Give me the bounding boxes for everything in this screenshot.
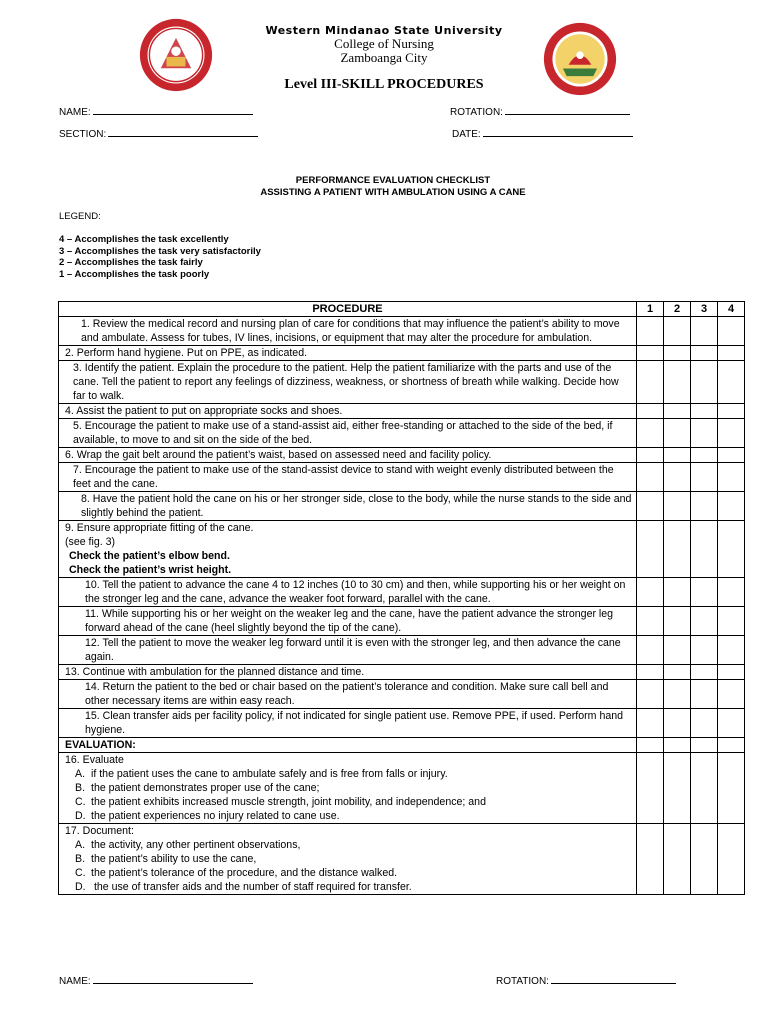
step-9-check-elbow: Check the patient’s elbow bend. (69, 550, 230, 562)
checklist-table (58, 301, 745, 895)
procedure-step-2: 2. Perform hand hygiene. Put on PPE, as indicated. (59, 346, 637, 361)
score-cell[interactable] (637, 824, 664, 895)
score-cell[interactable] (691, 317, 718, 346)
list-item: A. if the patient uses the cane to ambulate safely and is free from falls or injury. (75, 768, 448, 780)
rotation-line[interactable] (505, 105, 630, 115)
procedure-step-15: 15. Clean transfer aids per facility policy, if not indicated for single patient use. Remove PPE, if used. Perform hand hygiene. (59, 709, 637, 738)
score-header-1: 1 (637, 302, 664, 317)
score-cell[interactable] (637, 665, 664, 680)
score-cell[interactable] (691, 665, 718, 680)
score-cell[interactable] (718, 709, 745, 738)
table-row (59, 346, 745, 361)
score-cell[interactable] (718, 448, 745, 463)
college-name: College of Nursing (334, 36, 434, 51)
score-cell[interactable] (664, 680, 691, 709)
name-line[interactable] (93, 105, 253, 115)
document-title: 17. Document: (65, 825, 134, 837)
score-cell[interactable] (691, 578, 718, 607)
table-row (59, 419, 745, 448)
table-row (59, 492, 745, 521)
score-cell[interactable] (718, 680, 745, 709)
table-row (59, 521, 745, 578)
score-cell (637, 738, 664, 753)
procedure-step-9 (59, 521, 637, 578)
step-9-text: 9. Ensure appropriate fitting of the cane. (65, 522, 254, 534)
rotation-label: ROTATION: (450, 107, 503, 118)
table-row (59, 607, 745, 636)
score-cell[interactable] (691, 404, 718, 419)
procedure-step-7: 7. Encourage the patient to make use of the stand-assist device to stand with weight evenly distributed between the feet and the cane. (59, 463, 637, 492)
footer-rotation-line[interactable] (551, 974, 676, 984)
evaluate-title: 16. Evaluate (65, 754, 124, 766)
procedure-step-10: 10. Tell the patient to advance the cane 4 to 12 inches (10 to 30 cm) and then, while supporting his or her weight on the stronger leg and the cane, advance the weaker foot forward, parallel with the cane. (59, 578, 637, 607)
score-cell[interactable] (664, 521, 691, 578)
level-title: Level III-SKILL PROCEDURES (284, 77, 484, 92)
city-name: Zamboanga City (340, 50, 428, 65)
score-cell[interactable] (718, 346, 745, 361)
table-row (59, 824, 745, 895)
score-header-4: 4 (718, 302, 745, 317)
score-cell[interactable] (664, 317, 691, 346)
score-cell[interactable] (691, 824, 718, 895)
table-row (59, 680, 745, 709)
score-cell[interactable] (664, 463, 691, 492)
footer-name-label: NAME: (59, 976, 91, 987)
legend-heading: LEGEND: (59, 211, 101, 222)
score-cell[interactable] (691, 361, 718, 404)
list-item: A. the activity, any other pertinent observations, (75, 839, 301, 851)
footer-rotation-field (496, 974, 676, 987)
table-header-row (59, 302, 745, 317)
procedure-step-8: 8. Have the patient hold the cane on his or her stronger side, close to the body, while the nurse stands to the side and slightly behind the patient. (59, 492, 637, 521)
section-field (59, 127, 258, 140)
score-cell[interactable] (718, 521, 745, 578)
procedure-step-12: 12. Tell the patient to move the weaker leg forward until it is even with the stronger leg, and then advance the cane again. (59, 636, 637, 665)
score-cell[interactable] (637, 317, 664, 346)
score-cell (664, 738, 691, 753)
table-row (59, 753, 745, 824)
score-cell[interactable] (664, 607, 691, 636)
score-cell[interactable] (718, 665, 745, 680)
procedure-step-14: 14. Return the patient to the bed or chair based on the patient’s tolerance and condition. Make sure call bell and other necessary items are within easy reach. (59, 680, 637, 709)
score-cell[interactable] (637, 448, 664, 463)
evaluation-heading: EVALUATION: (59, 738, 637, 753)
score-cell[interactable] (718, 404, 745, 419)
university-name: Western Mindanao State University (265, 24, 503, 37)
step-9-figure-ref: (see fig. 3) (65, 536, 116, 548)
score-cell[interactable] (691, 492, 718, 521)
list-item: D. the use of transfer aids and the number of staff required for transfer. (75, 881, 412, 893)
score-header-3: 3 (691, 302, 718, 317)
score-cell[interactable] (637, 607, 664, 636)
score-cell[interactable] (691, 607, 718, 636)
score-cell[interactable] (664, 492, 691, 521)
score-cell[interactable] (664, 404, 691, 419)
score-cell[interactable] (691, 680, 718, 709)
score-cell[interactable] (718, 824, 745, 895)
score-cell[interactable] (637, 636, 664, 665)
score-cell[interactable] (637, 578, 664, 607)
footer-name-field (59, 974, 253, 987)
footer-rotation-label: ROTATION: (496, 976, 549, 987)
list-item: C. the patient’s tolerance of the procedure, and the distance walked. (75, 867, 398, 879)
date-line[interactable] (483, 127, 633, 137)
score-cell[interactable] (664, 824, 691, 895)
name-label: NAME: (59, 107, 91, 118)
score-cell (691, 738, 718, 753)
score-cell[interactable] (637, 709, 664, 738)
legend-item-2: 2 – Accomplishes the task fairly (59, 257, 203, 268)
legend-item-4: 4 – Accomplishes the task excellently (59, 234, 229, 245)
score-cell[interactable] (637, 361, 664, 404)
score-cell[interactable] (691, 521, 718, 578)
list-item: D. the patient experiences no injury related to cane use. (75, 810, 340, 822)
score-cell[interactable] (718, 607, 745, 636)
score-cell[interactable] (664, 636, 691, 665)
score-cell[interactable] (664, 346, 691, 361)
table-row (59, 636, 745, 665)
score-cell[interactable] (718, 578, 745, 607)
score-cell[interactable] (664, 448, 691, 463)
score-cell[interactable] (718, 419, 745, 448)
score-cell[interactable] (691, 346, 718, 361)
procedure-step-3: 3. Identify the patient. Explain the procedure to the patient. Help the patient familiarize with the parts and use of the cane. Tell the patient to report any feelings of dizziness, weakness, or shortness of breath while walking. Decide how far to walk. (59, 361, 637, 404)
score-cell[interactable] (637, 419, 664, 448)
procedure-step-13: 13. Continue with ambulation for the planned distance and time. (59, 665, 637, 680)
score-cell[interactable] (691, 753, 718, 824)
score-cell (718, 738, 745, 753)
evaluation-heading-row (59, 738, 745, 753)
score-cell[interactable] (718, 361, 745, 404)
list-item: B. the patient’s ability to use the cane, (75, 853, 257, 865)
list-item: B. the patient demonstrates proper use of the cane; (75, 782, 320, 794)
score-cell[interactable] (718, 317, 745, 346)
footer-name-line[interactable] (93, 974, 253, 984)
table-row (59, 665, 745, 680)
score-cell[interactable] (664, 578, 691, 607)
table-row (59, 578, 745, 607)
score-cell[interactable] (637, 521, 664, 578)
checklist-subtitle: ASSISTING A PATIENT WITH AMBULATION USING A CANE (260, 187, 526, 198)
score-cell[interactable] (664, 665, 691, 680)
score-cell[interactable] (637, 346, 664, 361)
document-step (59, 824, 637, 895)
score-cell[interactable] (691, 419, 718, 448)
date-label: DATE: (452, 129, 481, 140)
score-cell[interactable] (718, 492, 745, 521)
score-cell[interactable] (691, 709, 718, 738)
procedure-step-6: 6. Wrap the gait belt around the patient’s waist, based on assessed need and facility policy. (59, 448, 637, 463)
score-cell[interactable] (637, 680, 664, 709)
score-cell[interactable] (664, 361, 691, 404)
score-cell[interactable] (664, 419, 691, 448)
section-label: SECTION: (59, 129, 107, 140)
name-field (59, 105, 253, 118)
score-header-2: 2 (664, 302, 691, 317)
procedure-step-4: 4. Assist the patient to put on appropriate socks and shoes. (59, 404, 637, 419)
score-cell[interactable] (691, 463, 718, 492)
list-item: C. the patient exhibits increased muscle strength, joint mobility, and independence; and (75, 796, 486, 808)
section-line[interactable] (108, 127, 258, 137)
score-cell[interactable] (691, 448, 718, 463)
procedure-header: PROCEDURE (59, 302, 637, 317)
table-row (59, 317, 745, 346)
score-cell[interactable] (691, 636, 718, 665)
score-cell[interactable] (664, 753, 691, 824)
score-cell[interactable] (637, 753, 664, 824)
checklist-title: PERFORMANCE EVALUATION CHECKLIST (295, 175, 491, 186)
table-row (59, 361, 745, 404)
score-cell[interactable] (637, 492, 664, 521)
step-9-check-wrist: Check the patient’s wrist height. (69, 564, 232, 576)
procedure-step-5: 5. Encourage the patient to make use of a stand-assist aid, either free-standing or attached to the side of the bed, if available, to move to and sit on the side of the bed. (59, 419, 637, 448)
rotation-field (450, 105, 630, 118)
table-row (59, 463, 745, 492)
legend-item-1: 1 – Accomplishes the task poorly (59, 269, 210, 280)
score-cell[interactable] (637, 404, 664, 419)
score-cell[interactable] (718, 636, 745, 665)
score-cell[interactable] (718, 753, 745, 824)
legend-item-3: 3 – Accomplishes the task very satisfactorily (59, 246, 261, 257)
procedure-step-1: 1. Review the medical record and nursing plan of care for conditions that may influence the patient’s ability to move and ambulate. Assess for tubes, IV lines, incisions, or equipment that may alter the procedure for ambulation. (59, 317, 637, 346)
score-cell[interactable] (664, 709, 691, 738)
table-row (59, 404, 745, 419)
evaluate-step (59, 753, 637, 824)
procedure-step-11: 11. While supporting his or her weight on the weaker leg and the cane, have the patient advance the stronger leg forward ahead of the cane (heel slightly beyond the tip of the cane). (59, 607, 637, 636)
table-row (59, 448, 745, 463)
score-cell[interactable] (637, 463, 664, 492)
table-row (59, 709, 745, 738)
score-cell[interactable] (718, 463, 745, 492)
date-field (452, 127, 633, 140)
